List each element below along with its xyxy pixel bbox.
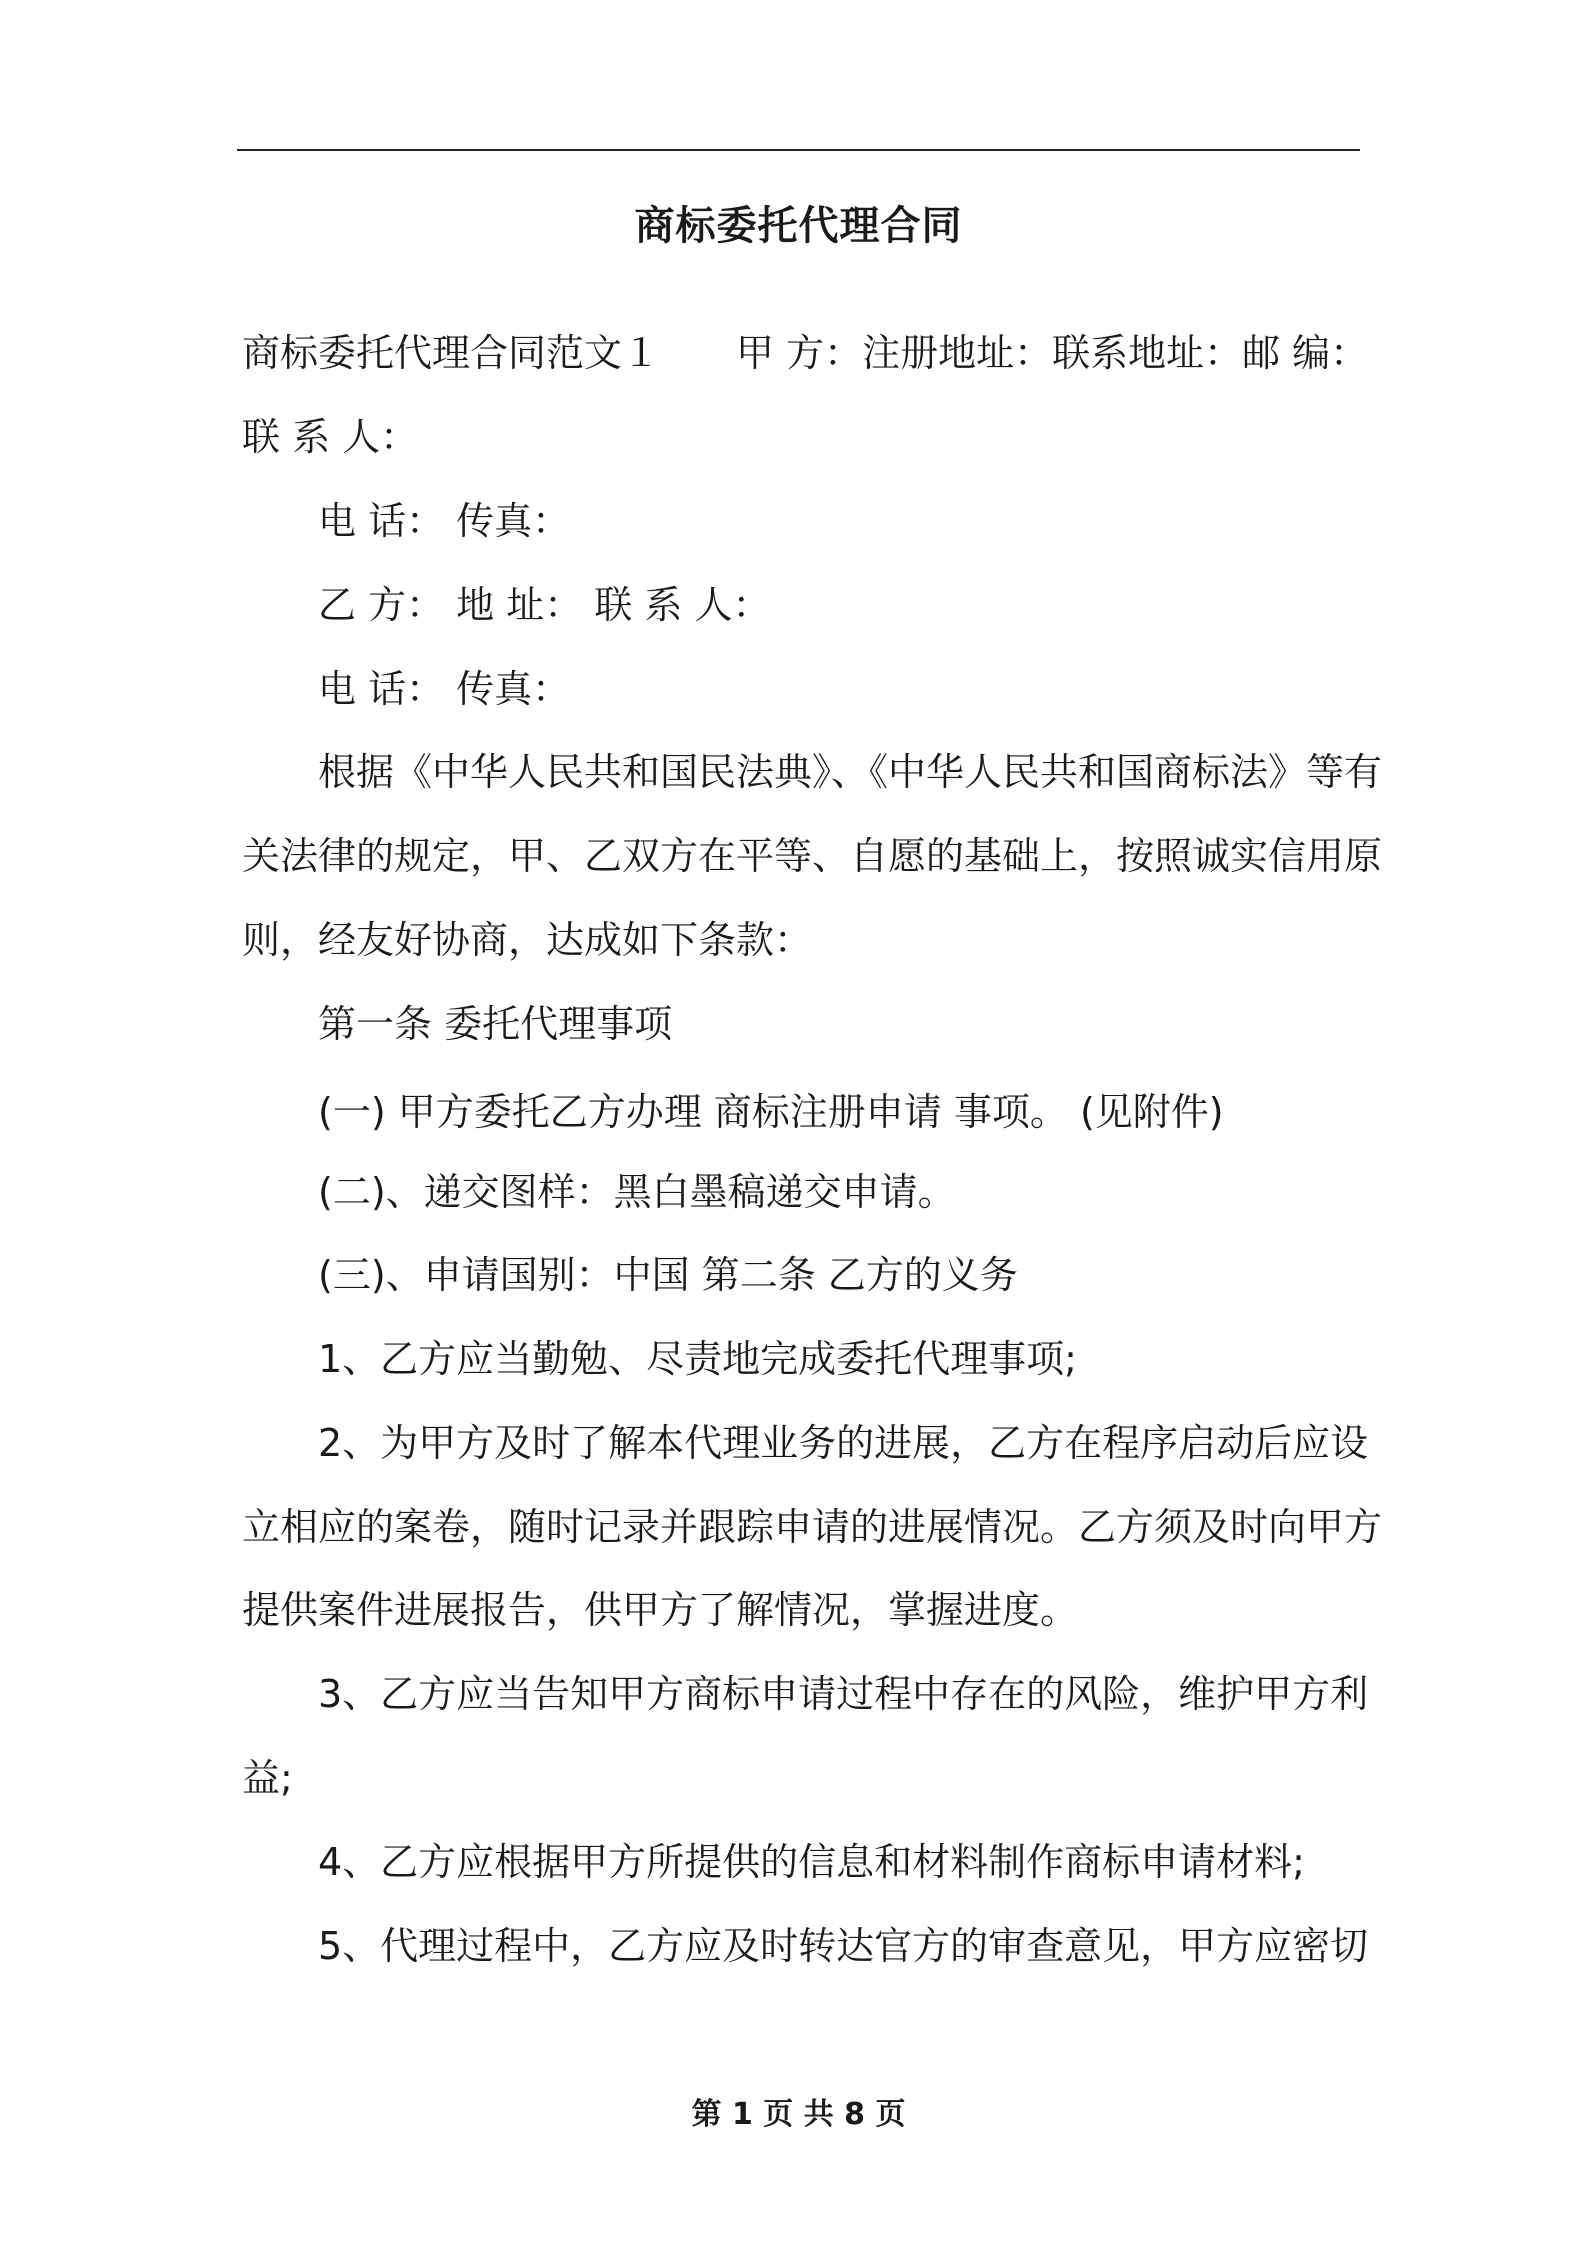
obligation-5-line-1: 5、代理过程中，乙方应及时转达官方的审查意见，甲方应密切 (318, 1924, 1369, 1968)
obligation-4: 4、乙方应根据甲方所提供的信息和材料制作商标申请材料; (318, 1840, 1305, 1884)
party-a-contact-line: 联 系 人： (242, 415, 419, 459)
article-1-item-1: (一) 甲方委托乙方办理 商标注册申请 事项。 (见附件) (318, 1090, 1224, 1134)
preamble-line-3: 则，经友好协商，达成如下条款： (242, 918, 813, 962)
party-b-line: 乙 方： 地 址： 联 系 人： (318, 583, 771, 627)
article-1-heading: 第一条 委托代理事项 (318, 1002, 673, 1046)
party-a-phone-line: 电 话： 传真： (318, 499, 571, 543)
preamble-line-1: 根据《中华人民共和国民法典》、《中华人民共和国商标法》等有 (318, 750, 1383, 794)
page-number-footer: 第 1 页 共 8 页 (691, 2097, 906, 2132)
obligation-3-line-2: 益; (242, 1756, 293, 1800)
obligation-3-line-1: 3、乙方应当告知甲方商标申请过程中存在的风险，维护甲方利 (318, 1672, 1369, 1716)
intro-party-a-line: 商标委托代理合同范文１ 甲 方：注册地址：联系地址：邮 编： (242, 331, 1369, 375)
article-1-item-2: (二)、递交图样：黑白墨稿递交申请。 (318, 1170, 956, 1214)
obligation-1: 1、乙方应当勤勉、尽责地完成委托代理事项; (318, 1337, 1077, 1381)
document-title: 商标委托代理合同 (634, 203, 963, 249)
obligation-2-line-1: 2、为甲方及时了解本代理业务的进展，乙方在程序启动后应设 (318, 1421, 1369, 1465)
obligation-2-line-2: 立相应的案卷，随时记录并跟踪申请的进展情况。乙方须及时向甲方 (242, 1505, 1383, 1549)
preamble-line-2: 关法律的规定，甲、乙双方在平等、自愿的基础上，按照诚实信用原 (242, 834, 1383, 878)
party-b-phone-line: 电 话： 传真： (318, 667, 571, 711)
header-rule (237, 149, 1360, 151)
obligation-2-line-3: 提供案件进展报告，供甲方了解情况，掌握进度。 (242, 1588, 1079, 1632)
article-1-item-3: (三)、申请国别：中国 第二条 乙方的义务 (318, 1253, 1018, 1297)
